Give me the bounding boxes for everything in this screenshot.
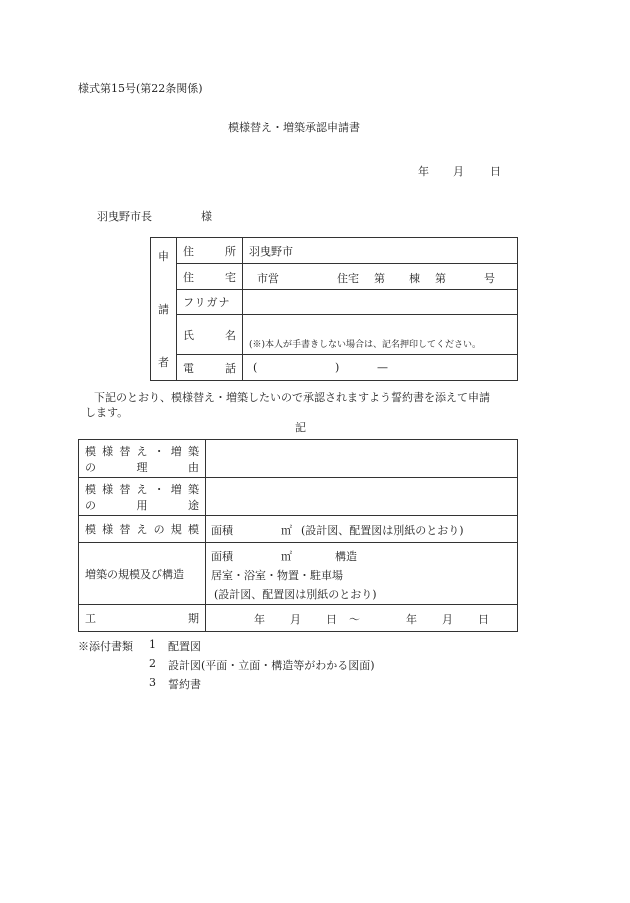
document-title: 模様替え・増築承認申請書 (228, 121, 360, 134)
applicant-table (150, 237, 518, 381)
name-label: 氏 名 (177, 315, 243, 355)
furigana-value[interactable] (243, 290, 518, 315)
name-value[interactable]: (※)本人が手書きしない場合は、記名押印してください。 (243, 315, 518, 355)
housing-value[interactable]: 市営 住宅 第 棟 第 号 (243, 264, 518, 290)
period-value[interactable]: 年 月 日 〜 年 月 日 (206, 605, 518, 632)
extension-label: 増築の規模及び構造 (79, 543, 206, 605)
use-value[interactable] (206, 478, 518, 516)
ki-heading: 記 (295, 421, 306, 434)
remodel-scale-value[interactable]: 面積 ㎡ (設計図、配置図は別紙のとおり) (206, 516, 518, 543)
intro-text-line1: 下記のとおり、模様替え・増築したいので承認されますよう誓約書を添えて申請 (94, 391, 490, 404)
reason-value[interactable] (206, 440, 518, 478)
extension-value[interactable]: 面積 ㎡ 構造 居室・浴室・物置・駐車場 (設計図、配置図は別紙のとおり) (206, 543, 518, 605)
attachment-num-1: 1 (149, 638, 156, 651)
attachment-item-2: 設計図(平面・立面・構造等がわかる図面) (168, 659, 375, 672)
attachment-item-1: 配置図 (168, 640, 201, 653)
intro-text-line2: します。 (85, 406, 129, 419)
date-month-label: 月 (453, 165, 464, 178)
remodel-scale-label: 模 様 替 え の 規 模 (79, 516, 206, 543)
phone-value[interactable]: ( ) — (243, 355, 518, 381)
furigana-label: フリガナ (177, 290, 243, 315)
attachment-item-3: 誓約書 (168, 678, 201, 691)
addressee-honorific: 様 (201, 210, 212, 223)
form-number: 様式第15号(第22条関係) (78, 82, 203, 95)
address-label: 住 所 (177, 238, 243, 264)
housing-label: 住 宅 (177, 264, 243, 290)
date-day-label: 日 (490, 165, 501, 178)
reason-label: 模 様 替 え ・ 増 築 の 理 由 (79, 440, 206, 478)
address-value[interactable]: 羽曳野市 (243, 238, 518, 264)
applicant-header: 申 請 者 (151, 238, 177, 381)
attachment-num-3: 3 (149, 676, 156, 689)
attachments-label: ※添付書類 (78, 640, 133, 653)
date-year-label: 年 (418, 165, 429, 178)
attachment-num-2: 2 (149, 657, 156, 670)
phone-label: 電 話 (177, 355, 243, 381)
addressee-name: 羽曳野市長 (97, 210, 152, 223)
details-table (78, 439, 518, 632)
use-label: 模 様 替 え ・ 増 築 の 用 途 (79, 478, 206, 516)
period-label: 工 期 (79, 605, 206, 632)
